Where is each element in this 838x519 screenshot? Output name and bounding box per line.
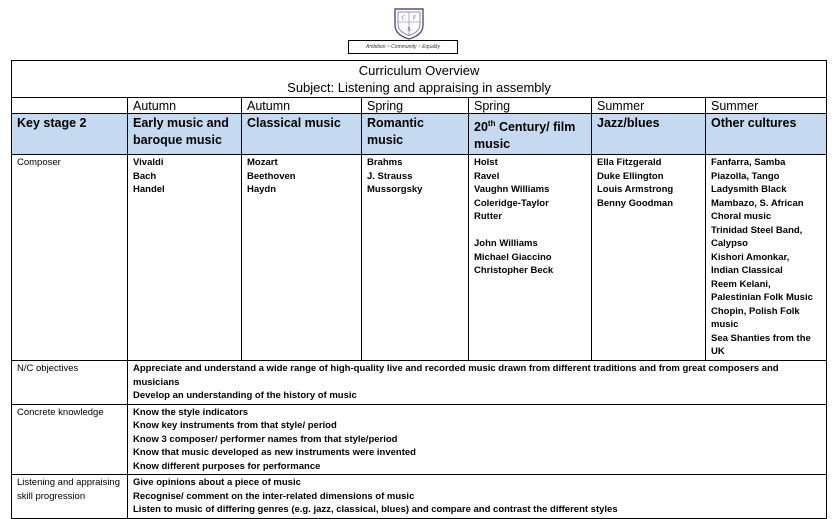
text-line: Rutter [474, 211, 502, 223]
season-cell: Summer [592, 98, 706, 114]
period-header: Other cultures [706, 114, 827, 155]
table-subtitle: Subject: Listening and appraising in assembly [287, 80, 551, 95]
composer-list [128, 155, 242, 361]
svg-text:C: C [401, 15, 406, 22]
text-line: Chopin, Polish Folk [711, 305, 800, 317]
text-line: UK [711, 346, 725, 358]
composer-list [592, 155, 706, 361]
text-line: Know the style indicators [133, 406, 249, 418]
period-header: Romantic music [362, 114, 469, 155]
text-line: Mussorgsky [367, 184, 423, 196]
period-header-20th-century: 20th Century/ film music [469, 114, 592, 155]
concrete-knowledge-text [128, 404, 827, 475]
text-line: Ravel [474, 170, 500, 182]
text-line: Kishori Amonkar, [711, 251, 790, 263]
text-line: Listen to music of differing genres (e.g. jazz, classical, blues) and compare and contrast the different styles [133, 504, 618, 516]
season-blank-cell [12, 98, 128, 114]
text-line: Ella Fitzgerald [597, 157, 662, 169]
text-line: Handel [133, 184, 165, 196]
school-crest-logo [394, 8, 424, 40]
text-line: Give opinions about a piece of music [133, 477, 301, 489]
text-line: Palestinian Folk Music [711, 292, 813, 304]
listening-row [12, 475, 827, 519]
nc-objectives-text [128, 361, 827, 405]
text-line [474, 224, 586, 238]
text-line: Holst [474, 157, 498, 169]
season-cell: Spring [362, 98, 469, 114]
composer-list [706, 155, 827, 361]
composer-list [242, 155, 362, 361]
text-line: Vivaldi [133, 157, 164, 169]
listening-text [128, 475, 827, 519]
text-line: Know different purposes for performance [133, 460, 321, 472]
text-line: Beethoven [247, 170, 296, 182]
period-header: Classical music [242, 114, 362, 155]
text-line: Ladysmith Black [711, 184, 787, 196]
text-line: Benny Goodman [597, 197, 674, 209]
listening-label: Listening and appraising skill progression [12, 475, 128, 519]
text-line: Recognise/ comment on the inter-related dimensions of music [133, 490, 415, 502]
school-motto: Ambition ~ Community ~ Equality [348, 40, 458, 54]
table-title: Curriculum Overview [358, 63, 480, 78]
text-line: Know that music developed as new instruments were invented [133, 447, 416, 459]
text-line: J. Strauss [367, 170, 413, 182]
text-line: Bach [133, 170, 157, 182]
text-line: Develop an understanding of the history of music [133, 390, 357, 402]
season-cell: Autumn [242, 98, 362, 114]
text-line: Coleridge-Taylor [474, 197, 549, 209]
period-header: Early music and baroque music [128, 114, 242, 155]
text-line: Vaughn Williams [474, 184, 550, 196]
svg-text:S: S [407, 27, 411, 33]
period-header-row [12, 114, 827, 155]
text-line: Duke Ellington [597, 170, 664, 182]
text-line: Mambazo, S. African [711, 197, 804, 209]
season-cell: Summer [706, 98, 827, 114]
text-line: Haydn [247, 184, 277, 196]
title-cell [12, 61, 827, 98]
text-line: Michael Giaccino [474, 251, 552, 263]
text-line: John Williams [474, 238, 538, 250]
text-line: Calypso [711, 238, 748, 250]
curriculum-table [11, 60, 827, 519]
season-cell: Spring [469, 98, 592, 114]
composer-list [362, 155, 469, 361]
svg-text:F: F [412, 15, 417, 22]
text-line: Mozart [247, 157, 278, 169]
text-line: Choral music [711, 211, 772, 223]
period-header: Jazz/blues [592, 114, 706, 155]
text-line: Know 3 composer/ performer names from that style/period [133, 433, 398, 445]
title-row [12, 61, 827, 98]
nc-objectives-label: N/C objectives [12, 361, 128, 405]
text-line: Indian Classical [711, 265, 783, 277]
text-line: Fanfarra, Samba [711, 157, 786, 169]
text-line: Trinidad Steel Band, [711, 224, 803, 236]
composer-row [12, 155, 827, 361]
text-line: Brahms [367, 157, 403, 169]
season-row [12, 98, 827, 114]
season-cell: Autumn [128, 98, 242, 114]
text-line: Christopher Beck [474, 265, 554, 277]
text-line: Sea Shanties from the [711, 332, 811, 344]
composer-list [469, 155, 592, 361]
text-line: Reem Kelani, [711, 278, 771, 290]
concrete-knowledge-row [12, 404, 827, 475]
text-line: music [711, 319, 739, 331]
text-line: Louis Armstrong [597, 184, 674, 196]
text-line: Know key instruments from that style/ period [133, 420, 337, 432]
text-line: Piazolla, Tango [711, 170, 780, 182]
text-line: Appreciate and understand a wide range of high-quality live and recorded music drawn from different traditions and from great composers and musicians [133, 363, 779, 388]
concrete-knowledge-label: Concrete knowledge [12, 404, 128, 475]
key-stage-label: Key stage 2 [12, 114, 128, 155]
nc-objectives-row [12, 361, 827, 405]
composer-label: Composer [12, 155, 128, 361]
